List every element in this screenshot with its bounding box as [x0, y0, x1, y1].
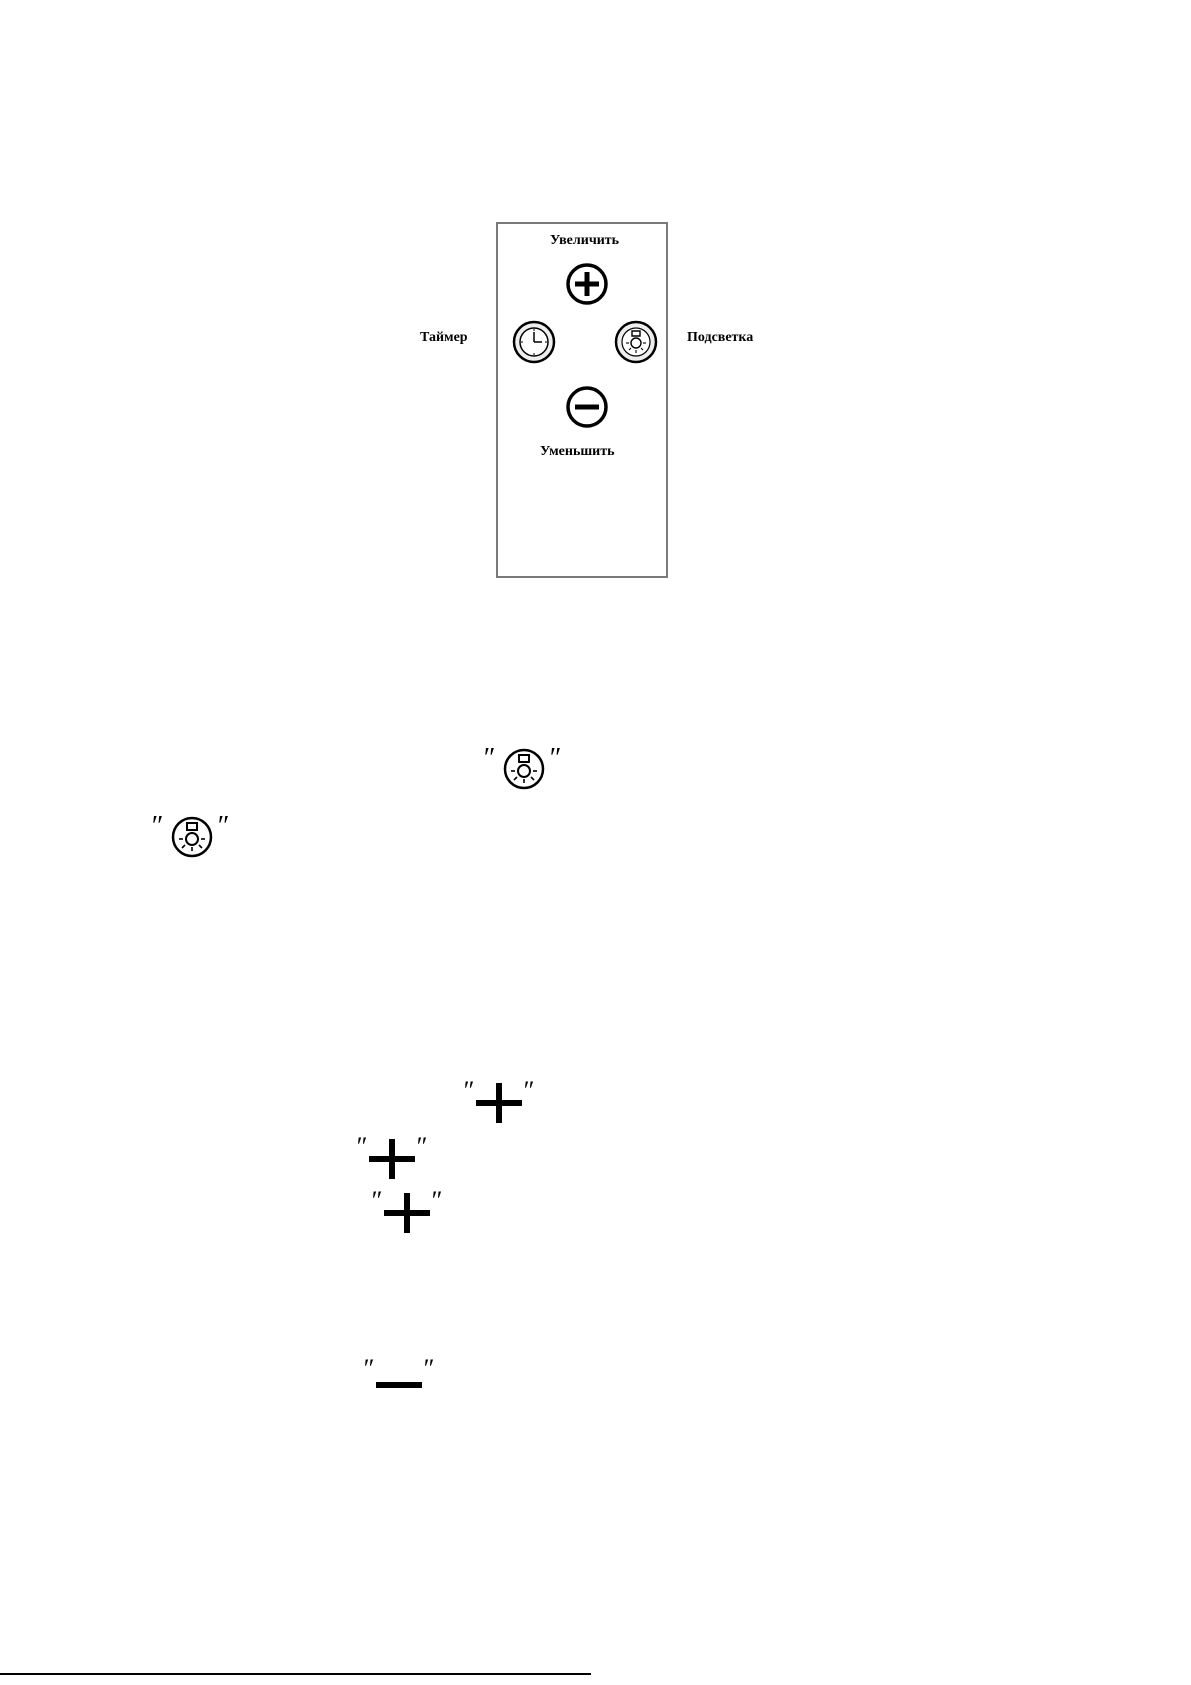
plus-icon — [476, 1083, 522, 1123]
quote-mark: ″ — [415, 1135, 426, 1161]
plus-symbol-ref — [462, 1079, 538, 1129]
light-bulb-icon — [505, 750, 543, 788]
quote-mark: ″ — [462, 1079, 473, 1105]
plus-circle-icon[interactable] — [564, 261, 610, 307]
plus-icon — [384, 1193, 430, 1233]
quote-mark: ″ — [355, 1135, 366, 1161]
plus-icon — [369, 1139, 415, 1179]
quote-mark: ″ — [522, 1079, 533, 1105]
quote-mark: ″ — [150, 813, 162, 842]
footnote-separator — [0, 1673, 591, 1675]
quote-mark: ″ — [430, 1189, 441, 1215]
decrease-label: Уменьшить — [540, 444, 615, 459]
light-bulb-symbol-ref — [482, 745, 568, 795]
quote-mark: ″ — [370, 1189, 381, 1215]
increase-label: Увеличить — [550, 233, 620, 248]
light-bulb-symbol-ref — [150, 813, 236, 863]
plus-symbol-ref — [370, 1189, 446, 1239]
minus-icon — [376, 1382, 422, 1388]
plus-symbol-ref — [355, 1135, 431, 1185]
quote-mark: ″ — [216, 813, 228, 842]
quote-mark: ″ — [548, 745, 560, 774]
light-label: Подсветка — [687, 330, 754, 345]
quote-mark: ″ — [422, 1359, 433, 1383]
quote-mark: ″ — [482, 745, 494, 774]
quote-mark: ″ — [362, 1359, 373, 1383]
clock-icon[interactable] — [510, 318, 558, 366]
light-bulb-icon[interactable] — [612, 318, 660, 366]
minus-circle-icon[interactable] — [564, 384, 610, 430]
light-bulb-icon — [173, 818, 211, 856]
minus-symbol-ref — [362, 1359, 438, 1399]
timer-label: Таймер — [420, 330, 468, 345]
